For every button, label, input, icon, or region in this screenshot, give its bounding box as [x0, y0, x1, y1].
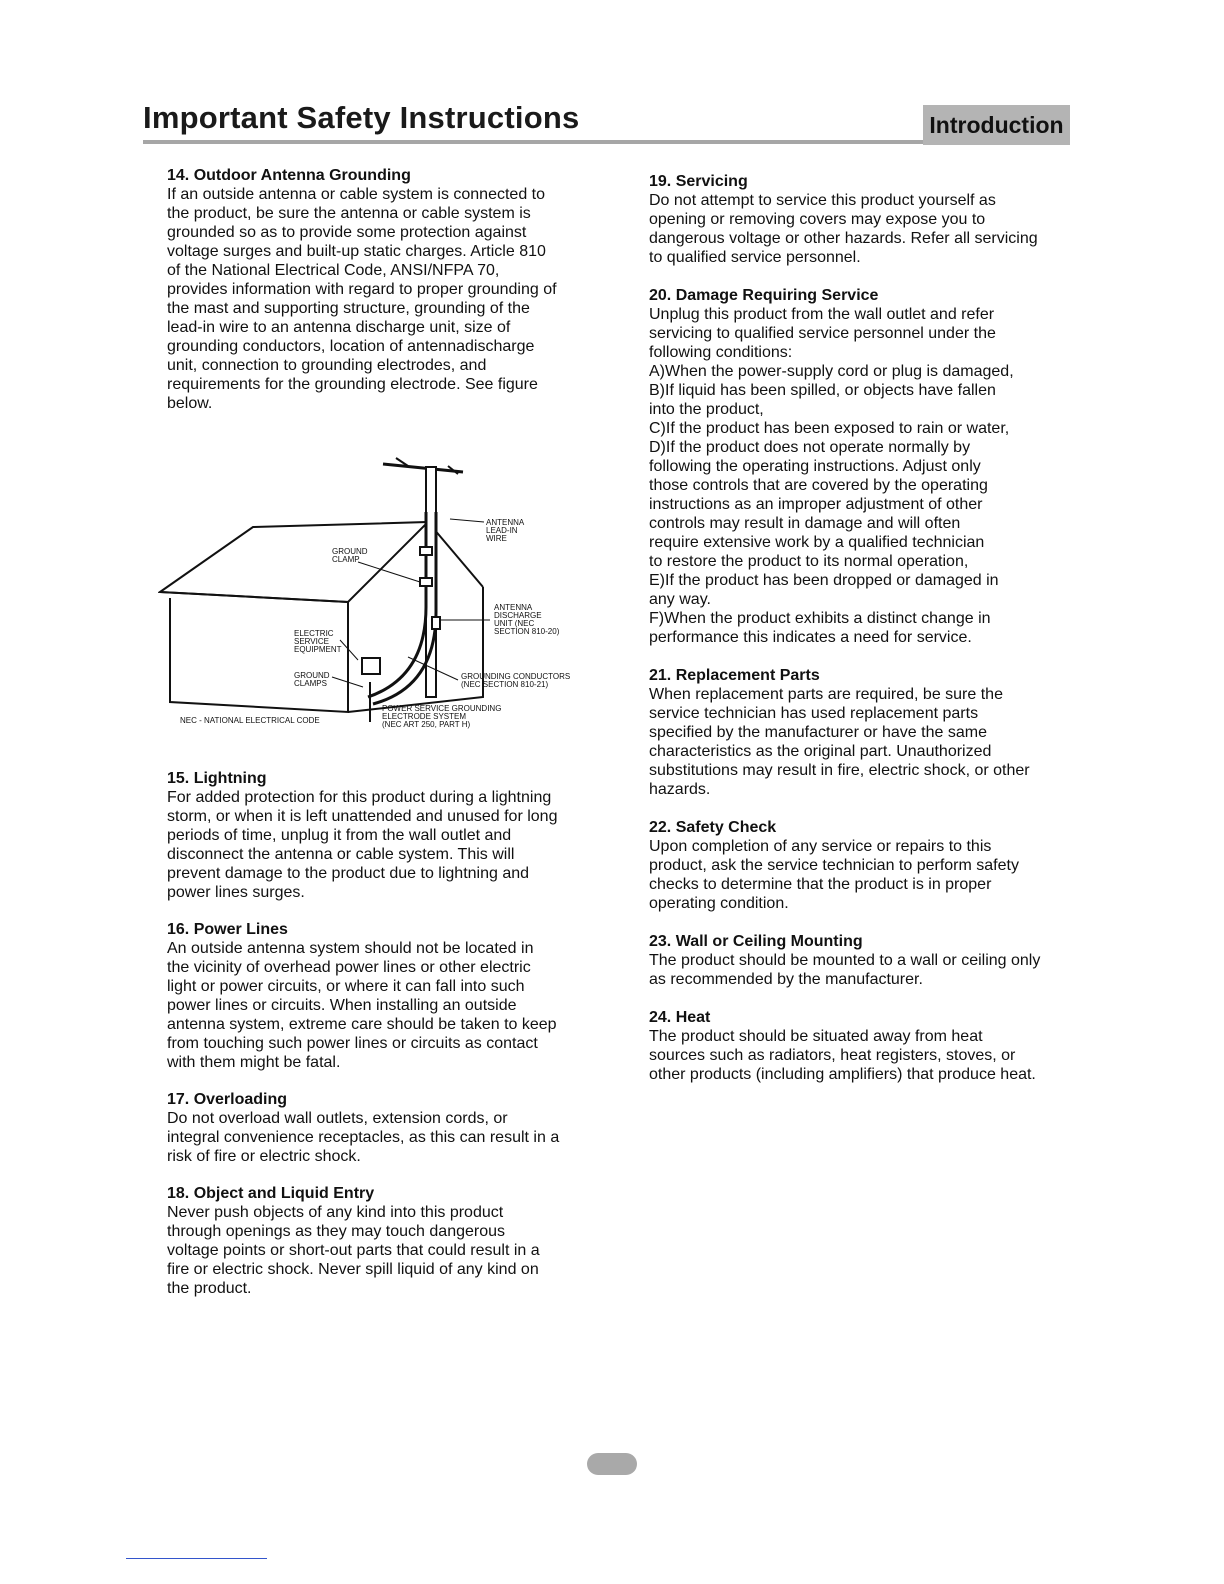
section-body: For added protection for this product during a lightning storm, or when it is left unattended and unused for long periods of time, unplug it from the wall outlet and disconnect the antenna or cable system. This will prevent damage to the product due to lightning and power lines surges. [167, 789, 558, 901]
section-heading: 22. Safety Check [649, 819, 777, 836]
label-antenna-lead-in: ANTENNA [486, 518, 525, 527]
label-antenna-lead-in: WIRE [486, 534, 507, 543]
section-body: Do not overload wall outlets, extension cords, or integral convenience receptacles, as this can result in a risk of fire or electric shock. [167, 1110, 560, 1165]
label-grounding-conductors: GROUNDING CONDUCTORS [461, 672, 571, 681]
label-electric-service: SERVICE [294, 637, 329, 646]
left-column-top [167, 166, 587, 413]
section-body: Upon completion of any service or repairs to this product, ask the service technician to perform safety checks to determine that the product is in proper operating condition. [649, 838, 1019, 912]
section-heading: 23. Wall or Ceiling Mounting [649, 933, 863, 950]
section-24 [649, 1008, 1079, 1084]
label-power-service: POWER SERVICE GROUNDING [382, 704, 502, 713]
section-body: The product should be situated away from heat sources such as radiators, heat registers, stoves, or other products (including amplifiers) that produce heat. [649, 1028, 1036, 1083]
title-underline [143, 140, 923, 144]
section-21 [649, 666, 1079, 799]
section-16 [167, 920, 587, 1072]
section-tab: Introduction [923, 105, 1070, 145]
section-15 [167, 769, 587, 902]
section-heading: 19. Servicing [649, 173, 748, 190]
section-body: When replacement parts are required, be sure the service technician has used replacement parts specified by the manufacturer or have the same characteristics as the original part. Unauthorized substitutions may result in fire, electric shock, or other hazards. [649, 686, 1030, 798]
section-body: If an outside antenna or cable system is connected to the product, be sure the antenna or cable system is grounded so as to provide some protection against voltage surges and built-up static charges. Article 810 of the National Electrical Code, ANSI/NFPA 70, provides information with regard to proper grounding of the mast and supporting structure, grounding of the lead-in wire to an antenna discharge unit, size of grounding conductors, location of antennadischarge unit, connection to grounding electrodes, and requirements for the grounding electrode. See figure below. [167, 186, 557, 412]
label-discharge-unit: ANTENNA [494, 603, 533, 612]
antenna-mast [362, 458, 463, 722]
page-number-badge [587, 1453, 637, 1475]
label-ground-clamps: CLAMPS [294, 679, 327, 688]
left-column-bottom [167, 769, 587, 1298]
section-22 [649, 818, 1079, 913]
section-14 [167, 166, 587, 413]
section-23 [649, 932, 1079, 989]
section-body: Do not attempt to service this product yourself as opening or removing covers may expose you to dangerous voltage or other hazards. Refer all servicing to qualified service personnel. [649, 192, 1038, 266]
label-antenna-lead-in: LEAD-IN [486, 526, 518, 535]
label-nec: NEC - NATIONAL ELECTRICAL CODE [180, 716, 320, 725]
label-discharge-unit: UNIT (NEC [494, 619, 535, 628]
section-19 [649, 172, 1079, 267]
section-heading: 24. Heat [649, 1009, 711, 1026]
label-electric-service: EQUIPMENT [294, 645, 342, 654]
label-electric-service: ELECTRIC [294, 629, 334, 638]
label-grounding-conductors: (NEC SECTION 810-21) [461, 680, 549, 689]
section-heading: 15. Lightning [167, 770, 267, 787]
section-18 [167, 1184, 587, 1298]
section-17 [167, 1090, 587, 1166]
section-heading: 21. Replacement Parts [649, 667, 820, 684]
label-power-service: (NEC ART 250, PART H) [382, 720, 471, 729]
label-power-service: ELECTRODE SYSTEM [382, 712, 467, 721]
label-discharge-unit: SECTION 810-20) [494, 627, 560, 636]
section-body: An outside antenna system should not be located in the vicinity of overhead power lines or other electric light or power circuits, or where it can fall into such power lines or circuits. When installing an outside antenna system, extreme care should be taken to keep from touching such power lines or circuits as contact with them might be fatal. [167, 940, 557, 1071]
label-ground-clamp: GROUND [332, 547, 368, 556]
right-column [649, 172, 1079, 1084]
antenna-grounding-diagram [158, 452, 588, 742]
section-body: Unplug this product from the wall outlet and refer servicing to qualified service personnel under the following conditions: A)When the power-supply cord or plug is damaged, B)If liquid has been spilled, or objects have fallen into the product, C)If the product has been exposed to rain or water, D)If the product does not operate normally by following the operating instructions. Adjust only those controls that are covered by the operating instructions as an improper adjustment of other controls may result in damage and will often require extensive work by a qualified technician to restore the product to its normal operation, E)If the product has been dropped or damaged in any way. F)When the product exhibits a distinct change in performance this indicates a need for service. [649, 306, 1014, 646]
section-body: Never push objects of any kind into this product through openings as they may touch dangerous voltage points or short-out parts that could result in a fire or electric shock. Never spill liquid of any kind on the product. [167, 1204, 540, 1297]
label-ground-clamp: CLAMP [332, 555, 360, 564]
page-title: Important Safety Instructions [143, 100, 580, 135]
section-heading: 18. Object and Liquid Entry [167, 1185, 375, 1202]
section-20 [649, 286, 1079, 647]
footer-line [126, 1558, 267, 1559]
section-heading: 14. Outdoor Antenna Grounding [167, 167, 411, 184]
label-ground-clamps: GROUND [294, 671, 330, 680]
section-body: The product should be mounted to a wall or ceiling only as recommended by the manufacturer. [649, 952, 1041, 988]
section-heading: 17. Overloading [167, 1091, 288, 1108]
label-discharge-unit: DISCHARGE [494, 611, 542, 620]
section-heading: 16. Power Lines [167, 921, 288, 938]
section-heading: 20. Damage Requiring Service [649, 287, 879, 304]
